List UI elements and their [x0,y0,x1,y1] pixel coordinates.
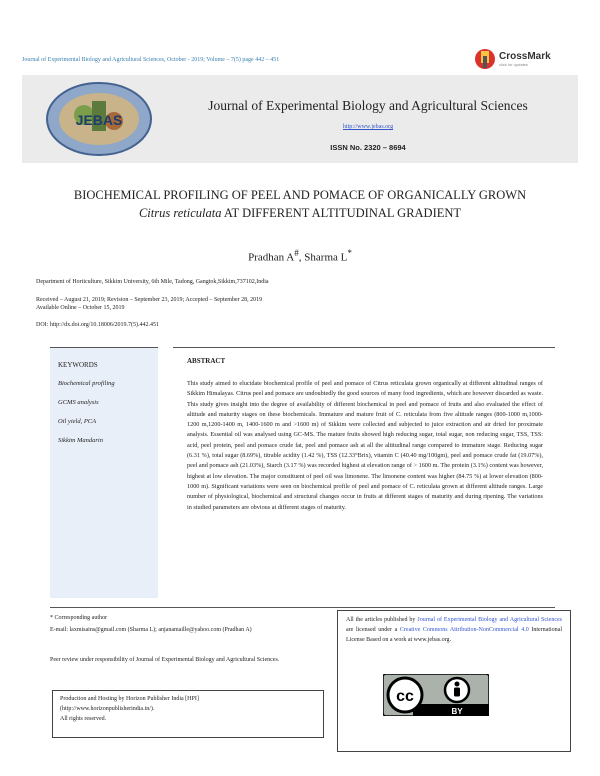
hosting-line-1: Production and Hosting by Horizon Publisher India [HPI] [60,696,199,702]
by-label: BY [451,707,463,716]
title-line-2-rest: AT DIFFERENT ALTITUDINAL GRADIENT [221,206,462,220]
journal-logo [44,81,154,157]
keyword-item: Oil yield, PCA [58,418,97,425]
article-title [22,186,578,222]
hosting-line-2: (http://www.horizonpublisherindia.in/). [60,706,155,712]
crossmark-label: CrossMark [499,51,551,62]
article-dates [36,296,436,312]
crossmark-icon [474,48,496,70]
author-2-mark: * [347,248,352,258]
person-icon-head [455,682,460,687]
license-post: International License Based on a work at www.jebas.org. [346,627,563,643]
running-head: Journal of Experimental Biology and Agricultural Sciences, October - 2019; Volume – 7(5) page 442 – 451 [22,57,280,63]
hosting-text [60,694,320,724]
person-icon-body [454,688,460,697]
license-pre: All the articles published by [346,617,418,623]
footer-rule [50,607,555,608]
received-dates: Received – August 21, 2019; Revision – September 23, 2019; Accepted – September 28, 2019 [36,297,263,303]
author-emails: E-mail: laxmisains@gmail.com (Sharma L); anjanamaille@yahoo.com (Pradhan A) [50,627,252,633]
cc-label: cc [396,688,414,705]
journal-url-link[interactable]: http://www.jebas.org [342,124,394,130]
title-line-2 [22,204,578,222]
crossmark-badge[interactable] [474,48,584,70]
keyword-item: Biochemical profiling [58,380,115,387]
crossmark-sub: click for updates [499,62,528,67]
author-1-mark: # [294,248,299,258]
author-1: Pradhan A [248,251,295,264]
journal-name-link[interactable]: Journal of Experimental Biology and Agricultural Sciences [417,617,562,623]
author-list [22,248,578,264]
peer-review-note: Peer review under responsibility of Journal of Experimental Biology and Agricultural Sciences. [50,657,280,663]
title-species: Citrus reticulata [138,206,222,220]
license-mid: are licensed under a [346,627,400,633]
license-text [346,615,562,645]
affiliation: Department of Horticulture, Sikkim University, 6th Mile, Tadong, Gangtok,Sikkim,737102,India [36,279,269,285]
keyword-item: Sikkim Mandarin [58,437,103,444]
journal-title: Journal of Experimental Biology and Agricultural Sciences [208,98,528,113]
title-line-1: BIOCHEMICAL PROFILING OF PEEL AND POMACE OF ORGANICALLY GROWN [73,188,527,202]
cc-by-badge[interactable] [383,674,489,716]
abstract-text: This study aimed to elucidate biochemical profile of peel and pomace of Citrus reticulata grown organically at different altitudinal ranges of Sikkim Himalayas. Citrus peel and pomace are undoubtedly the good sources of many food ingredients, which are however discarded as waste. This study gives insight into the degree of availability of different biochemical in peel and pomace of fruits and also evaluated the effect of altitude and maturity stages on these biochemicals. Immature and mature fruit of C. reticulata from five altitude ranges (800-1000 m,1000-1200 m,1200-1400 m, 1400-1600 m and >1600 m) of Sikkim were collected and subjected to juice extraction and air dried for proximate analysis. Essential oil was analysed using GC-MS. The mature fruits showed high reducing sugar, total sugar, non reducing sugar, TSS, TSS: acid, peel protein, peel and pomace crude fat, peel and pomace ash at all the altitudinal range compared to immature stage. Reducing sugar (6.31 %), total sugar (8.69%), titrable acidity (1.42 %), TSS (12.33°Brix), vitamin C (40.40 mg/100gm), peel and pomace crude fat (19.07%), peel and pomace ash (21.03%), Starch (3.17 %) was recorded highest at elevation range of > 1600 m. The protein (3.1%) content was however, highest at low elevation. The major constituent of peel oil was limonene. The limonene content was higher (84.75 %) at lower elevation (800-1000 m). Significant variations were seen on biochemical profile of peel and pomace of C. reticulata grown at different altitude ranges. Large number of physiological, biochemical and structural changes occur in fruits at different stages of maturity and during ripening. The variations in studied parameters are obvious at different stages of maturity. [187,380,543,511]
abstract-rule [173,347,555,348]
keywords-heading: KEYWORDS [58,361,98,369]
corresponding-author: * Corresponding author [50,615,107,621]
author-2: , Sharma L [298,251,348,264]
cc-license-link[interactable]: Creative Commons Attribution-NonCommercial 4.0 [399,627,529,633]
online-date: Available Online – October 15, 2019 [36,305,125,311]
keyword-item: GCMS analysis [58,399,99,406]
abstract-heading: ABSTRACT [187,357,226,365]
logo-text: JEBAS [75,112,123,128]
hosting-line-3: All rights reserved. [60,716,107,722]
doi-link[interactable]: DOI: http://dx.doi.org/10.18006/2019.7(5).442.451 [36,322,160,328]
journal-issn: ISSN No. 2320 – 8694 [330,143,406,152]
